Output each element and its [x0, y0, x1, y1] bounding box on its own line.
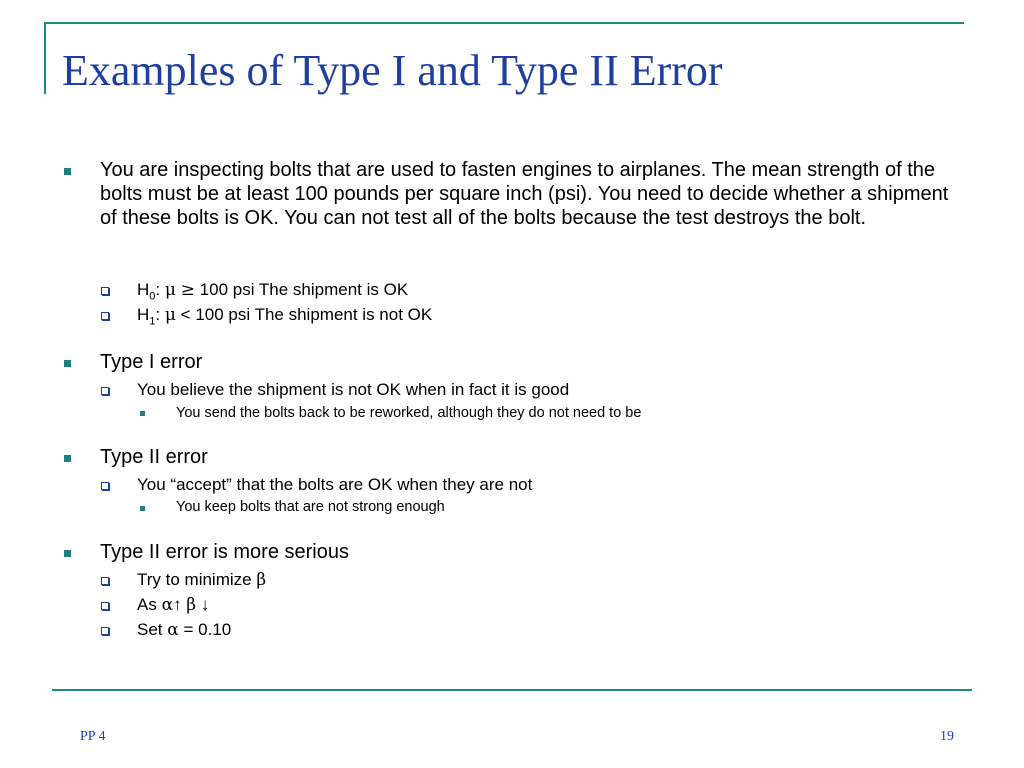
slide-title: Examples of Type I and Type II Error [62, 46, 723, 95]
set-alpha-item: Set α = 0.10 [137, 620, 232, 640]
footer-rule [52, 689, 972, 691]
bullet-box-icon [101, 287, 109, 295]
bullet-box-icon [101, 627, 109, 635]
serious-heading: Type II error is more serious [100, 541, 349, 563]
type-one-detail: You send the bolts back to be reworked, although they do not need to be [176, 405, 642, 421]
alternative-hypothesis: $H_1$: μ < 100 psi The shipment is not OK [137, 305, 433, 328]
title-frame-top-rule [44, 22, 964, 24]
footer-label: PP 4 [80, 729, 106, 744]
bullet-box-icon [101, 387, 109, 395]
title-frame-left-rule [44, 22, 46, 94]
bullet-box-icon [101, 312, 109, 320]
arrow-up-icon: ↑ [173, 595, 182, 614]
bullet-small-square-icon [140, 411, 145, 416]
arrow-down-icon: ↓ [200, 595, 210, 614]
bullet-square-icon [64, 168, 71, 175]
type-two-heading: Type II error [100, 446, 208, 468]
bullet-box-icon [101, 602, 109, 610]
slide-number: 19 [940, 729, 954, 744]
bullet-square-icon [64, 455, 71, 462]
type-two-description: You “accept” that the bolts are OK when they are not [137, 475, 533, 494]
bullet-box-icon [101, 577, 109, 585]
minimize-beta-item: Try to minimize β [137, 570, 267, 590]
null-hypothesis: $H_0$: μ ≥ 100 psi The shipment is OK [137, 280, 409, 303]
type-two-detail: You keep bolts that are not strong enough [176, 499, 445, 515]
bullet-square-icon [64, 550, 71, 557]
alpha-beta-tradeoff-item: As α↑ β ↓ [137, 595, 210, 615]
bullet-small-square-icon [140, 506, 145, 511]
intro-paragraph: You are inspecting bolts that are used to fasten engines to airplanes. The mean strength of the bolts must be at least 100 pounds per square inch (psi). You need to decide whether a shipment of these bolts is OK. You can not test all of the bolts because the test destroys the bolt. [100, 159, 949, 229]
type-one-heading: Type I error [100, 351, 203, 373]
bullet-square-icon [64, 360, 71, 367]
type-one-description: You believe the shipment is not OK when in fact it is good [137, 380, 570, 399]
bullet-box-icon [101, 482, 109, 490]
